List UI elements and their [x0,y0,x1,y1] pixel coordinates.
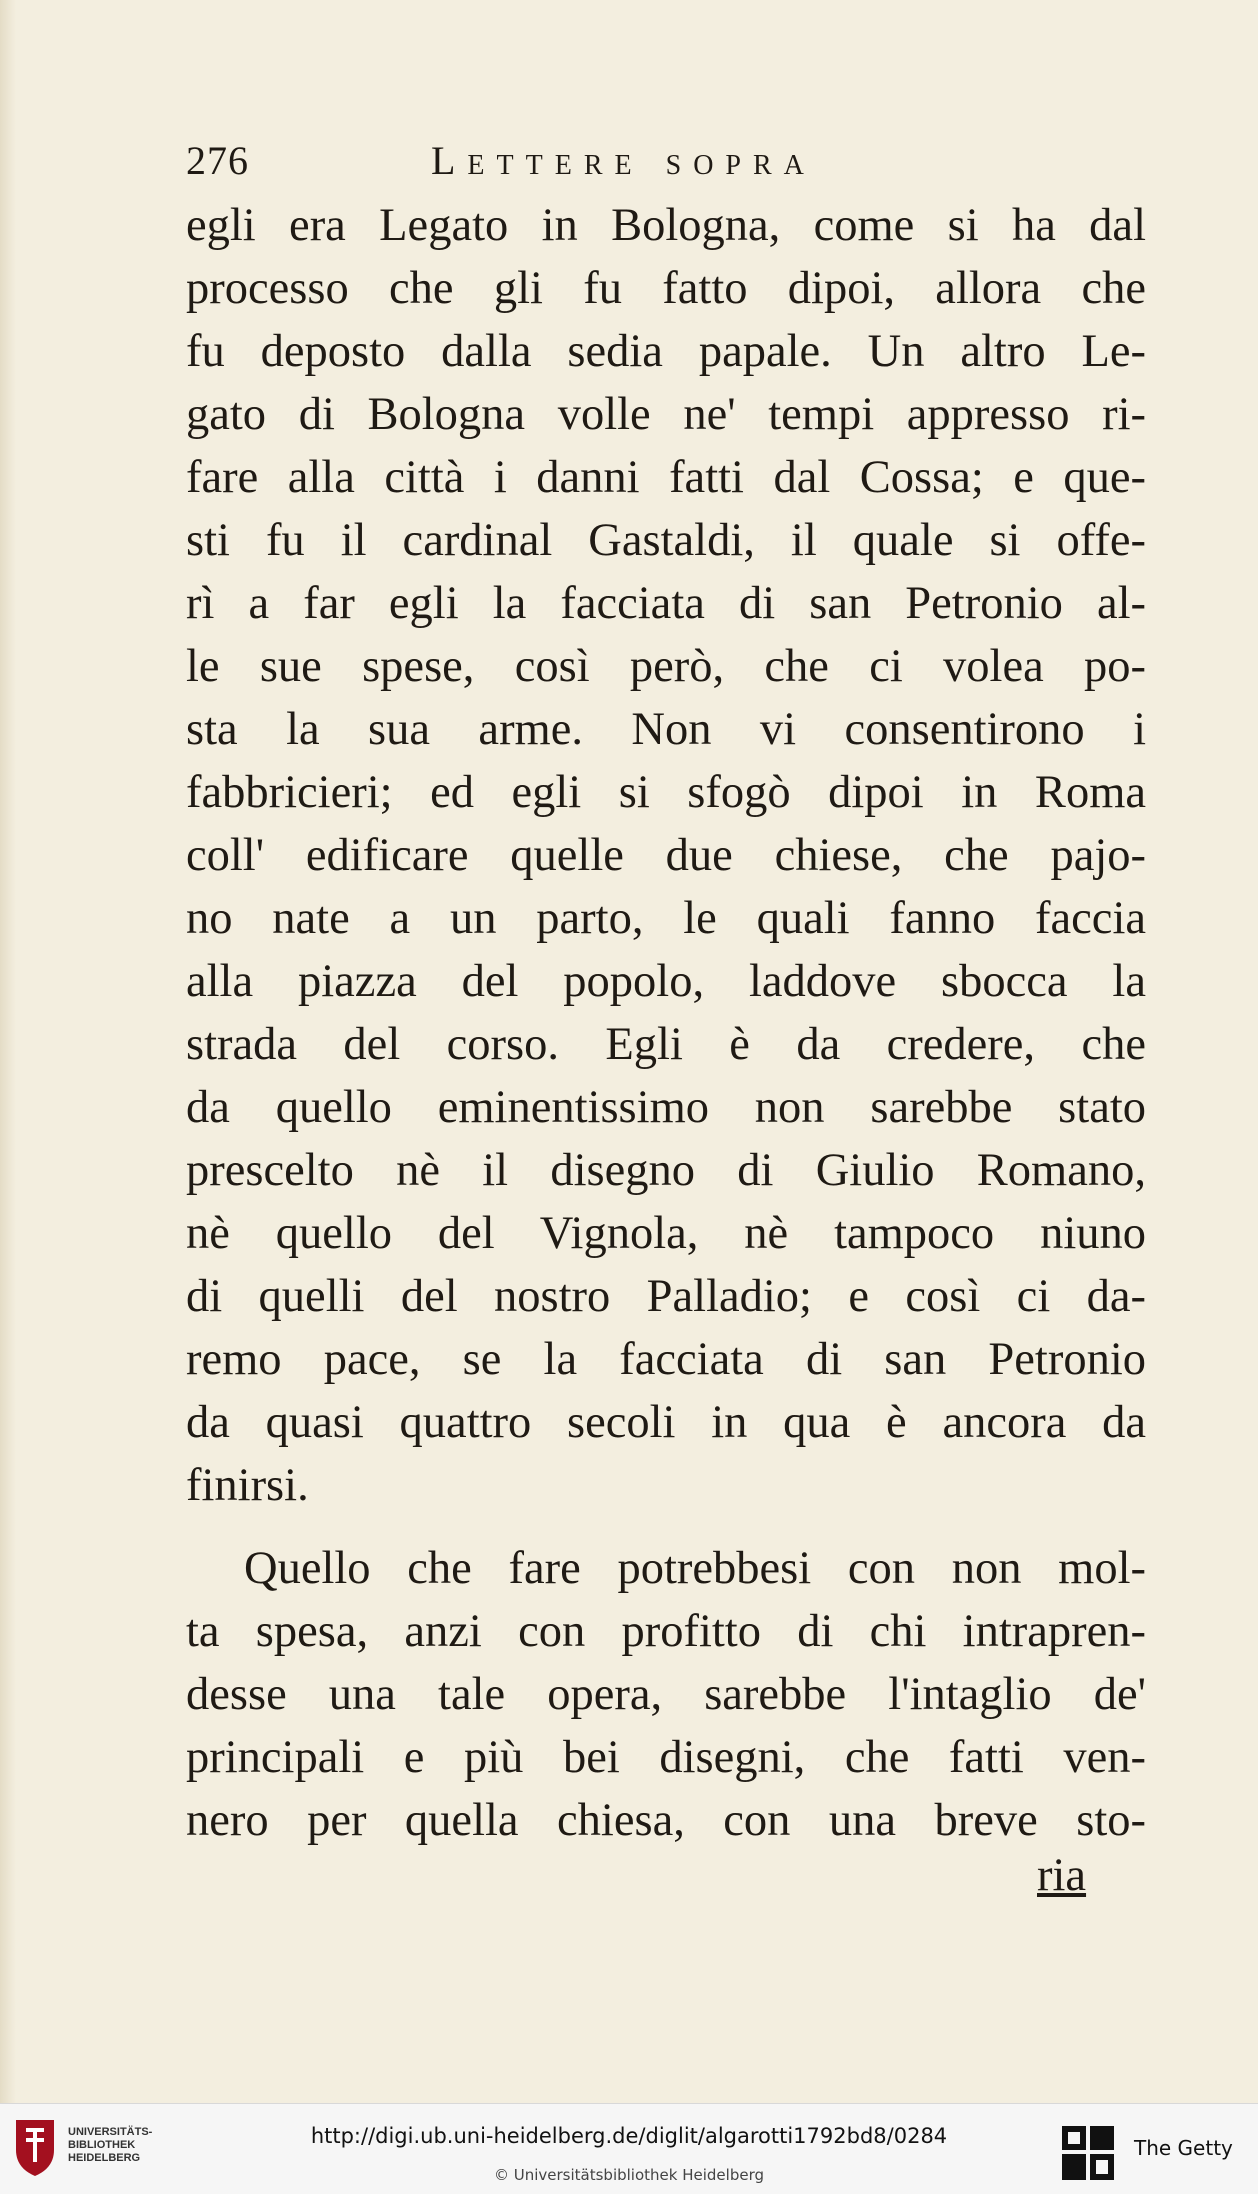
page-header [186,137,1086,197]
getty-label[interactable]: The Getty [1134,2136,1233,2160]
logo-text-line: UNIVERSITÄTS- [68,2126,153,2138]
text-line: desse una tale opera, sarebbe l'intaglio de' [186,1669,1146,1720]
text-line: prescelto nè il disegno di Giulio Romano, [186,1145,1146,1196]
text-line: di quelli del nostro Palladio; e così ci da- [186,1271,1146,1322]
page-number: 276 [186,138,249,183]
copyright-notice: © Universitätsbibliothek Heidelberg [493,2166,764,2184]
text-line: da quello eminentissimo non sarebbe stato [186,1082,1146,1133]
catchword: ria [1037,1850,1087,1901]
text-line: gato di Bologna volle ne' tempi appresso ri- [186,389,1146,440]
text-line: rì a far egli la facciata di san Petronio al- [186,578,1146,629]
text-line: Quello che fare potrebbesi con non mol- [244,1543,1146,1594]
text-line: fare alla città i danni fatti dal Cossa; e que- [186,452,1146,503]
logo-text-line: BIBLIOTHEK [68,2139,136,2151]
text-line: fu deposto dalla sedia papale. Un altro Le- [186,326,1146,377]
viewer-footer [0,2103,1258,2194]
body-text [186,194,1146,1852]
text-line: fabbricieri; ed egli si sfogò dipoi in Roma [186,767,1146,818]
text-line: da quasi quattro secoli in qua è ancora da [186,1397,1146,1448]
text-line: processo che gli fu fatto dipoi, allora che [186,263,1146,314]
text-line: strada del corso. Egli è da credere, che [186,1019,1146,1070]
getty-icon [1060,2124,1116,2182]
text-line: coll' edificare quelle due chiese, che pajo- [186,830,1146,881]
text-line: sta la sua arme. Non vi consentirono i [186,704,1146,755]
text-line: no nate a un parto, le quali fanno faccia [186,893,1146,944]
permalink-url[interactable]: http://digi.ub.uni-heidelberg.de/diglit/algarotti1792bd8/0284 [310,2124,948,2148]
text-line: le sue spese, così però, che ci volea po- [186,641,1146,692]
text-line: alla piazza del popolo, laddove sbocca la [186,956,1146,1007]
text-line: remo pace, se la facciata di san Petronio [186,1334,1146,1385]
text-line: ta spesa, anzi con profitto di chi intrapren- [186,1606,1146,1657]
text-line: principali e più bei disegni, che fatti ven- [186,1732,1146,1783]
running-title: Lettere sopra [431,138,816,183]
text-line: nero per quella chiesa, con una breve sto- [186,1795,1146,1846]
text-line: egli era Legato in Bologna, come si ha dal [186,200,1146,251]
page-edge-shadow [0,0,16,2103]
text-line: finirsi. [186,1460,309,1511]
text-line: sti fu il cardinal Gastaldi, il quale si offe- [186,515,1146,566]
text-line: nè quello del Vignola, nè tampoco niuno [186,1208,1146,1259]
logo-text-line: HEIDELBERG [68,2152,141,2164]
